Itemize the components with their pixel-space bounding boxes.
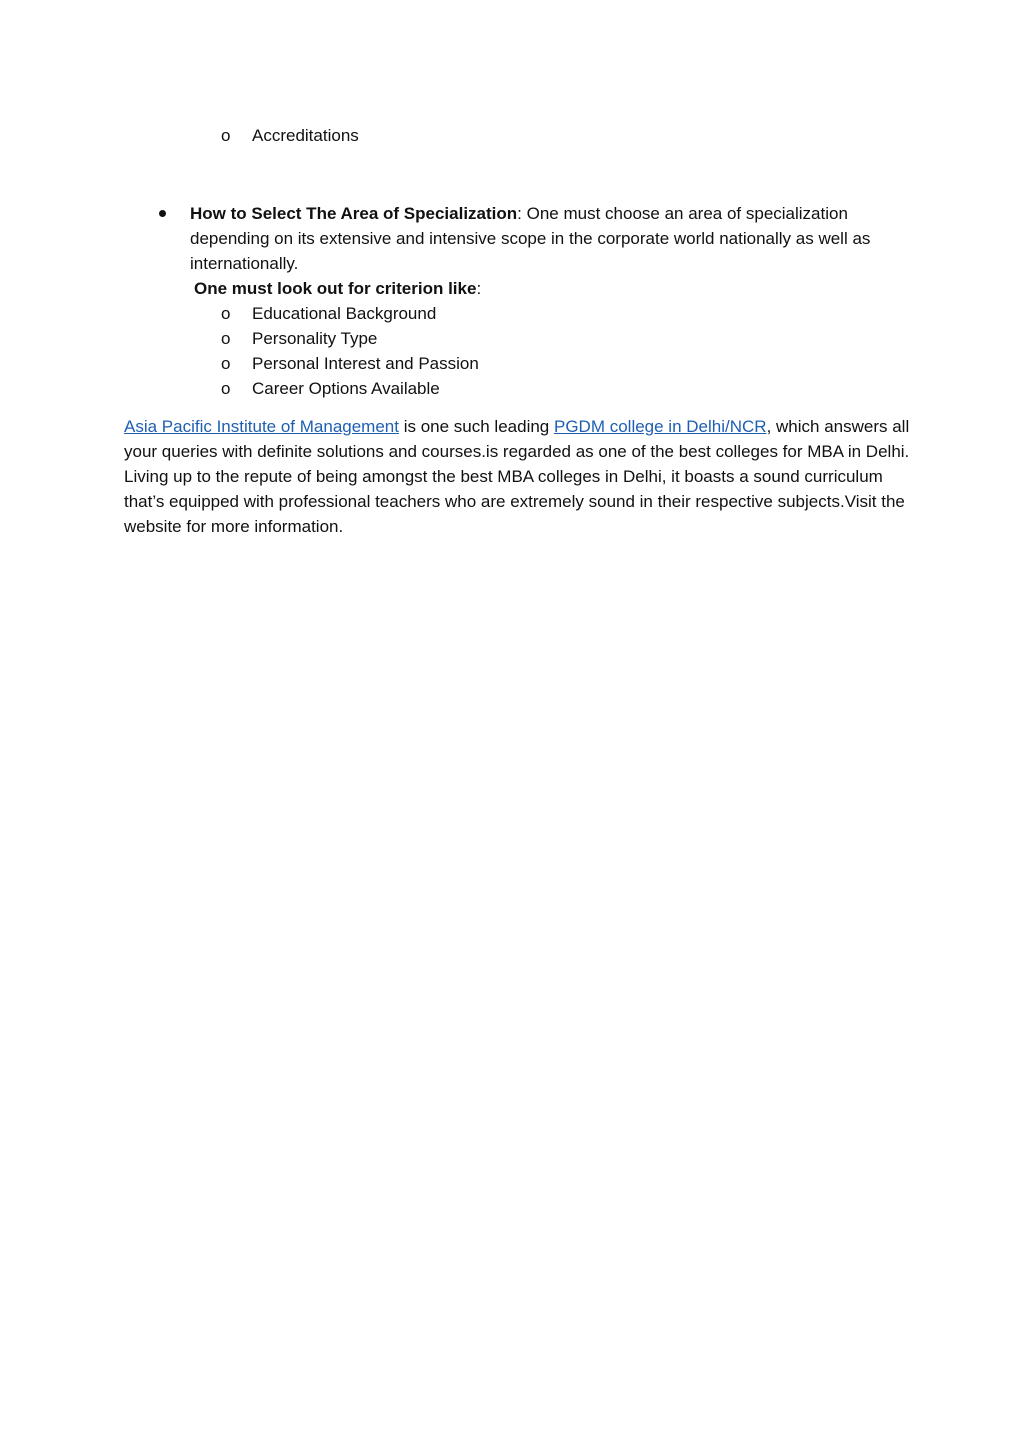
criterion-colon: : [476,279,482,298]
list-item-accreditations: Accreditations [252,126,359,145]
list-item: Personal Interest and Passion [252,354,479,373]
specialization-heading: How to Select The Area of Specialization [190,204,518,223]
criterion-label: One must look out for criterion like [194,279,477,298]
list-item: Personality Type [252,329,378,348]
closing-paragraph [124,414,914,539]
specialization-line-1 [190,201,848,226]
closing-text-2: , which answers all your queries with definite solutions and courses.is regarded as one of the best colleges for MBA in Delhi. Living up to the repute of being amongst the best MBA colleges in Delhi, it boasts a sound curriculum that’s equipped with professional teachers who are extremely sound in their respective subjects.Visit the website for more information. [124,417,910,536]
specialization-line-3: internationally. [190,254,299,273]
list-item: Educational Background [252,304,437,323]
pgdm-college-link[interactable]: PGDM college in Delhi/NCR [553,417,767,436]
closing-text-1: is one such leading [398,417,554,436]
specialization-line-2: depending on its extensive and intensive scope in the corporate world nationally as well as [190,229,871,248]
sub-bullet-marker: o [221,379,231,398]
sub-bullet-marker: o [221,329,231,348]
sub-bullet-marker: o [221,126,231,145]
specialization-intro: : One must choose an area of specialization [517,204,848,223]
sub-bullet-marker: o [221,304,231,323]
criterion-line [194,276,481,301]
bullet-icon [159,210,166,217]
asia-pacific-link[interactable]: Asia Pacific Institute of Management [124,417,399,436]
sub-bullet-marker: o [221,354,231,373]
list-item: Career Options Available [252,379,440,398]
